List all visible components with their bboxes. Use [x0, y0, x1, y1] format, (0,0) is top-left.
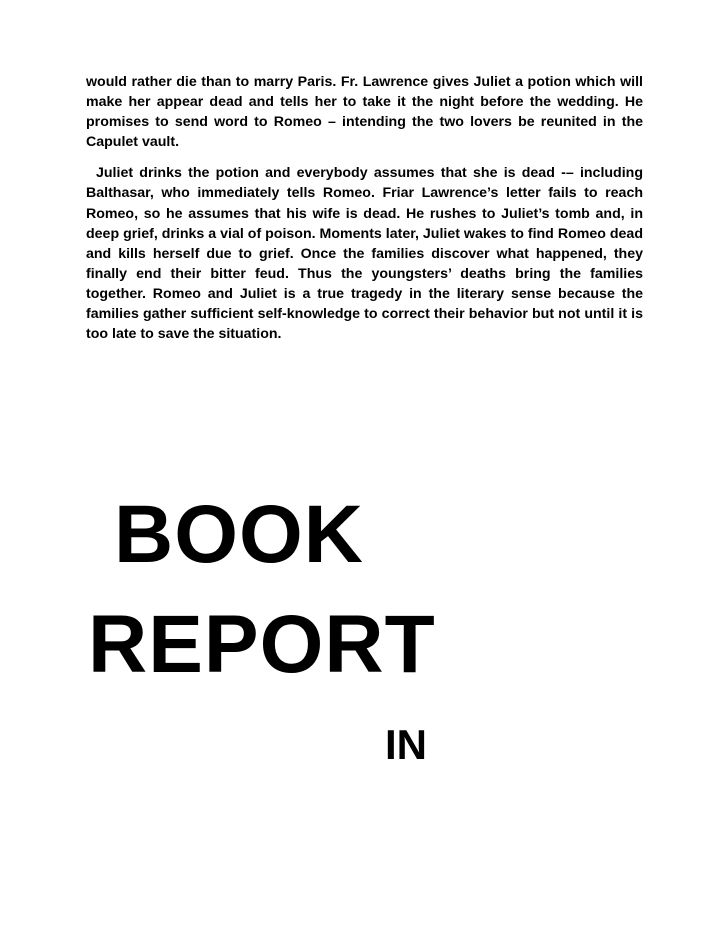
body-paragraph-2: Juliet drinks the potion and everybody assumes that she is dead -– including Balthasar, who immediately tells Romeo. Friar Lawrence’s letter fails to reach Romeo, so he assumes that his wife is dead. He rushes to Juliet’s tomb and, in deep grief, drinks a vial of poison. Moments later, Juliet wakes to find Romeo dead and kills herself due to grief. Once the families discover what happened, they finally end their bitter feud. Thus the youngsters’ deaths bring the families together. Romeo and Juliet is a true tragedy in the literary sense because the families gather sufficient self-knowledge to correct their behavior but not until it is too late to save the situation.: [86, 165, 643, 343]
heading-in: IN: [385, 721, 427, 768]
heading-book: BOOK: [114, 489, 364, 580]
document-body: [86, 72, 643, 344]
heading-report: REPORT: [88, 599, 436, 690]
body-paragraph-1: would rather die than to marry Paris. Fr. Lawrence gives Juliet a potion which will make her appear dead and tells her to take it the night before the wedding. He promises to send word to Romeo – intending the two lovers be reunited in the Capulet vault.: [86, 74, 643, 151]
